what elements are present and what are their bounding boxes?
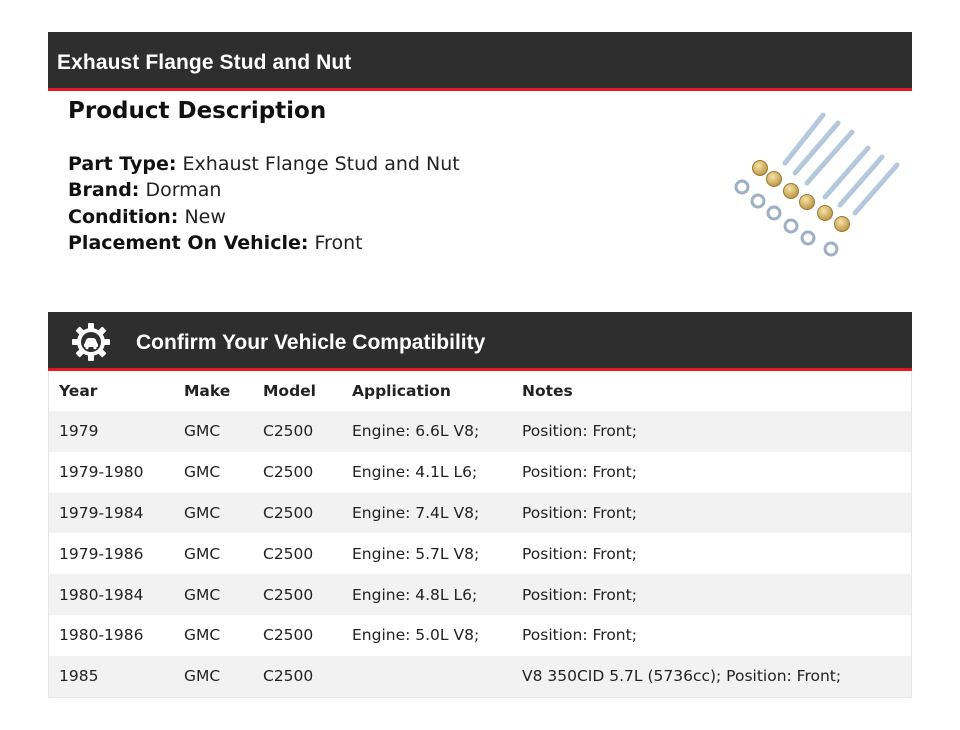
cell-application bbox=[352, 656, 522, 697]
spec-condition: Condition: New bbox=[68, 205, 226, 228]
cell-make: GMC bbox=[184, 422, 221, 441]
cell-make: GMC bbox=[184, 503, 221, 522]
cell-model: C2500 bbox=[263, 422, 314, 441]
spec-placement: Placement On Vehicle: Front bbox=[68, 232, 363, 255]
table-row bbox=[49, 493, 912, 534]
cell-application: Engine: 7.4L V8; bbox=[352, 503, 480, 522]
table-row bbox=[49, 574, 912, 615]
table-row bbox=[49, 533, 912, 574]
table-row bbox=[49, 411, 912, 452]
product-image bbox=[725, 105, 900, 265]
cell-make: GMC bbox=[184, 667, 221, 686]
cell-model: C2500 bbox=[263, 544, 314, 563]
cell-model: C2500 bbox=[263, 626, 314, 645]
product-header-bar bbox=[48, 32, 912, 91]
spec-brand: Brand: Dorman bbox=[68, 179, 222, 202]
table-header-row bbox=[49, 371, 912, 411]
cell-model: C2500 bbox=[263, 667, 314, 686]
cell-year: 1979 bbox=[59, 422, 99, 441]
column-header-make: Make bbox=[184, 382, 231, 400]
table-row bbox=[49, 615, 912, 656]
cell-application: Engine: 5.7L V8; bbox=[352, 544, 480, 563]
cell-year: 1979-1984 bbox=[59, 503, 144, 522]
cell-make: GMC bbox=[184, 463, 221, 482]
cell-model: C2500 bbox=[263, 503, 314, 522]
cell-application: Engine: 4.8L L6; bbox=[352, 585, 478, 604]
cell-model: C2500 bbox=[263, 463, 314, 482]
cell-notes: Position: Front; bbox=[522, 503, 637, 522]
cell-make: GMC bbox=[184, 585, 221, 604]
spec-part-type: Part Type: Exhaust Flange Stud and Nut bbox=[68, 153, 460, 175]
gear-car-icon bbox=[70, 321, 112, 363]
cell-model: C2500 bbox=[263, 585, 314, 604]
cell-notes: Position: Front; bbox=[522, 463, 637, 482]
column-header-notes: Notes bbox=[522, 382, 573, 400]
cell-notes: Position: Front; bbox=[522, 422, 637, 441]
table-row bbox=[49, 452, 912, 493]
product-title: Exhaust Flange Stud and Nut bbox=[57, 51, 352, 74]
cell-notes: Position: Front; bbox=[522, 585, 637, 604]
compatibility-title: Confirm Your Vehicle Compatibility bbox=[136, 331, 486, 354]
cell-year: 1979-1986 bbox=[59, 544, 144, 563]
cell-year: 1985 bbox=[59, 667, 99, 686]
cell-notes: Position: Front; bbox=[522, 544, 637, 563]
cell-make: GMC bbox=[184, 544, 221, 563]
cell-notes: V8 350CID 5.7L (5736cc); Position: Front; bbox=[522, 667, 842, 686]
compatibility-table bbox=[48, 371, 912, 698]
cell-year: 1979-1980 bbox=[59, 463, 144, 482]
table-row bbox=[49, 656, 912, 697]
column-header-year: Year bbox=[59, 382, 98, 400]
column-header-model: Model bbox=[263, 382, 316, 400]
cell-application: Engine: 6.6L V8; bbox=[352, 422, 480, 441]
product-specs bbox=[68, 151, 460, 257]
cell-notes: Position: Front; bbox=[522, 626, 637, 645]
cell-year: 1980-1986 bbox=[59, 626, 144, 645]
column-header-application: Application bbox=[352, 382, 451, 400]
product-description-heading: Product Description bbox=[68, 98, 327, 124]
cell-application: Engine: 5.0L V8; bbox=[352, 626, 480, 645]
cell-make: GMC bbox=[184, 626, 221, 645]
cell-year: 1980-1984 bbox=[59, 585, 144, 604]
cell-application: Engine: 4.1L L6; bbox=[352, 463, 478, 482]
compatibility-header-bar bbox=[48, 312, 912, 371]
